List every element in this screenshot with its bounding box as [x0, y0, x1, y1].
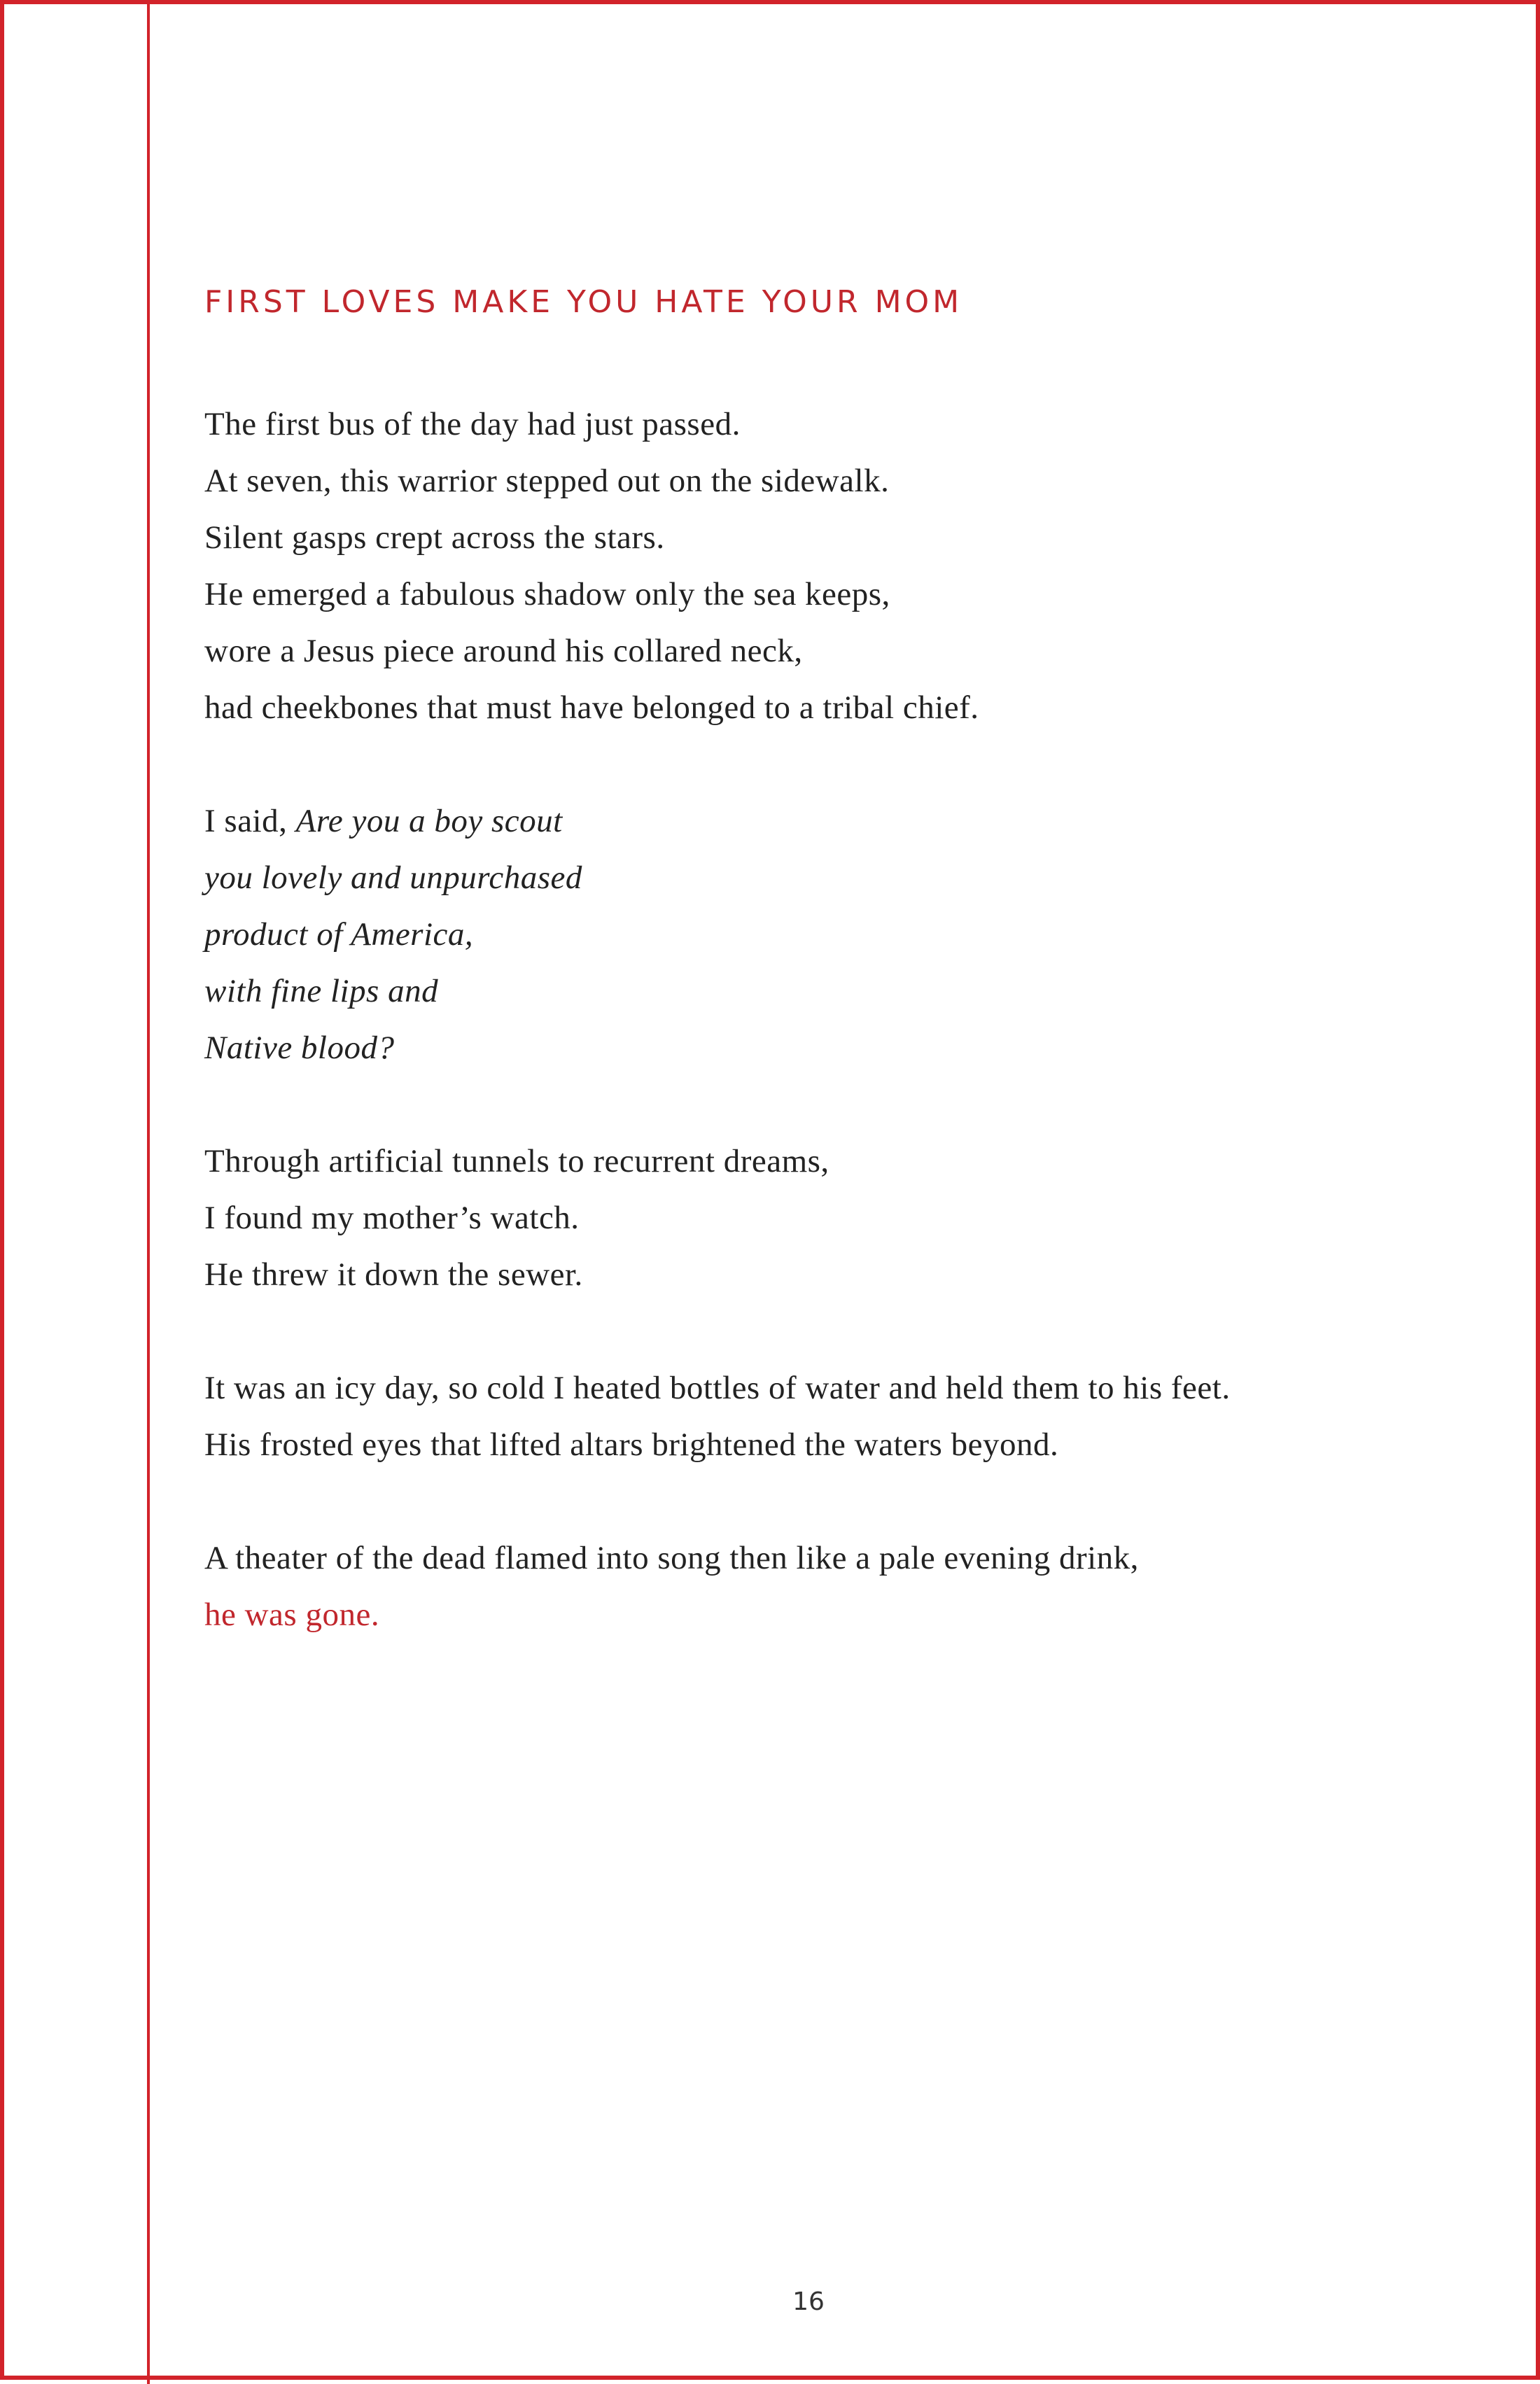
- poem-line: with fine lips and: [204, 973, 439, 1009]
- poem-line: wore a Jesus piece around his collared neck,: [204, 633, 803, 669]
- poem-line: had cheekbones that must have belonged to a tribal chief.: [204, 689, 979, 726]
- poem-line: He emerged a fabulous shadow only the sea keeps,: [204, 576, 890, 612]
- poem-line: It was an icy day, so cold I heated bottles of water and held them to his feet.: [204, 1370, 1231, 1406]
- poem-title: FIRST LOVES MAKE YOU HATE YOUR MOM: [204, 284, 963, 320]
- stanza-1: [204, 403, 1450, 743]
- stanza-3: [204, 1140, 1450, 1310]
- poem-line: you lovely and unpurchased: [204, 860, 582, 896]
- italic-text: Are you a boy scout: [295, 803, 563, 839]
- poem-final-line: he was gone.: [204, 1597, 380, 1633]
- poem-line: He threw it down the sewer.: [204, 1256, 583, 1293]
- poem-line: The first bus of the day had just passed.: [204, 406, 741, 442]
- stanza-4: [204, 1367, 1450, 1480]
- poem-body: [204, 403, 1450, 1707]
- stanza-5: [204, 1537, 1450, 1650]
- poem-line: His frosted eyes that lifted altars brightened the waters beyond.: [204, 1426, 1059, 1463]
- poem-line: I found my mother’s watch.: [204, 1200, 580, 1236]
- line-prefix: I said,: [204, 803, 296, 839]
- stanza-2: [204, 800, 1450, 1084]
- poem-line: [204, 800, 1450, 857]
- margin-rule: [147, 4, 150, 2384]
- poem-line: A theater of the dead flamed into song then like a pale evening drink,: [204, 1540, 1139, 1576]
- poem-line: Through artificial tunnels to recurrent dreams,: [204, 1143, 830, 1179]
- poem-line: At seven, this warrior stepped out on the sidewalk.: [204, 463, 890, 499]
- poem-line: Native blood?: [204, 1030, 395, 1066]
- poem-line: product of America,: [204, 916, 474, 953]
- page-number: 16: [792, 2287, 825, 2316]
- poem-line: Silent gasps crept across the stars.: [204, 519, 665, 556]
